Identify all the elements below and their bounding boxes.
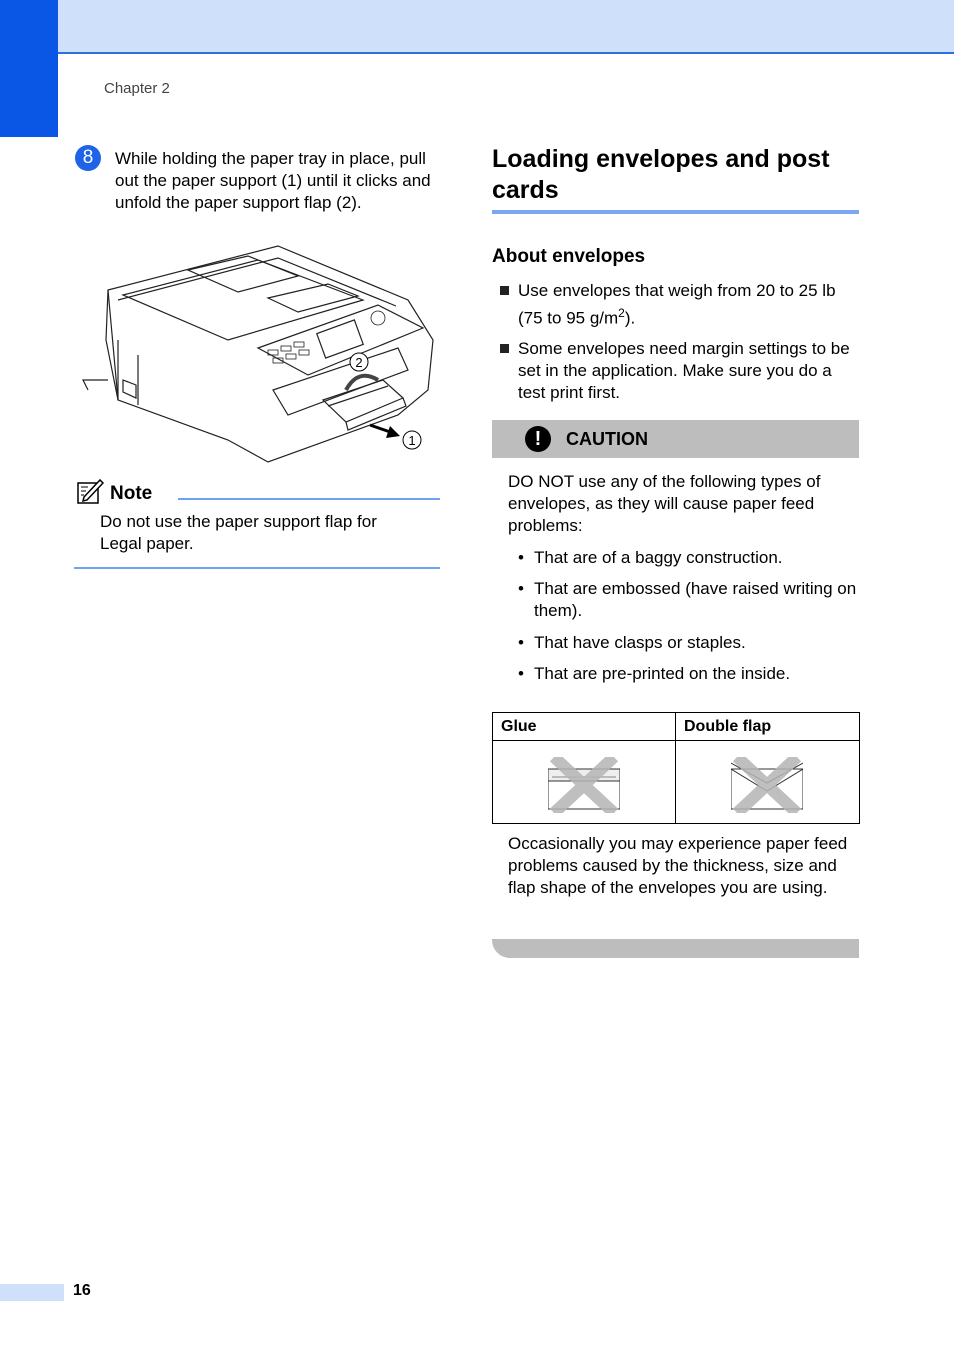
note-title: Note [110, 483, 153, 504]
list-item-text: That have clasps or staples. [534, 633, 746, 652]
list-item-text: That are embossed (have raised writing on them). [534, 579, 857, 620]
note-divider [178, 498, 440, 500]
list-item-text: That are of a baggy construction. [534, 548, 783, 567]
caution-footer [492, 939, 859, 958]
section-subtitle: About envelopes [492, 246, 646, 267]
table-header-glue: Glue [493, 713, 675, 741]
page-number-band [0, 1284, 64, 1301]
caution-header [492, 420, 859, 458]
list-item-text: Some envelopes need margin settings to be set in the application. Make sure you do a test print first. [518, 339, 850, 402]
printer-illustration [78, 240, 438, 468]
caution-intro: DO NOT use any of the following types of envelopes, as they will cause paper feed problems: [508, 472, 821, 535]
bullet-square-icon [500, 286, 509, 295]
table-divider [675, 713, 676, 823]
section-title-rule [492, 210, 859, 214]
envelope-table [492, 712, 860, 824]
note-text: Do not use the paper support flap for Legal paper. [100, 512, 377, 553]
chapter-label: Chapter 2 [104, 80, 170, 97]
chapter-tab [0, 0, 58, 137]
glue-envelope-crossed-icon [548, 757, 620, 813]
list-item-text: Use envelopes that weigh from 20 to 25 lb (75 to 95 $g/m^2$). [518, 281, 836, 328]
list-item-text: That are pre-printed on the inside. [534, 664, 791, 683]
table-header-double-flap: Double flap [676, 713, 859, 741]
bullet-square-icon [500, 344, 509, 353]
callout-2: 2 [355, 355, 363, 370]
caution-title: CAUTION [566, 429, 648, 449]
step-text: While holding the paper tray in place, pull out the paper support (1) until it clicks and unfold the paper support flap (2). [115, 149, 431, 212]
header-band [0, 0, 954, 54]
double-flap-envelope-crossed-icon [731, 757, 803, 813]
step-number-badge: 8 [75, 145, 101, 171]
callout-1: 1 [408, 433, 416, 448]
section-title: Loading envelopes and post cards [492, 145, 830, 204]
note-pencil-icon [76, 477, 104, 505]
page-number: 16 [73, 1282, 91, 1299]
caution-outro: Occasionally you may experience paper feed problems caused by the thickness, size and flap shape of the envelopes you are using. [508, 834, 848, 897]
exclamation-icon: ! [525, 426, 551, 452]
note-box [74, 475, 440, 569]
